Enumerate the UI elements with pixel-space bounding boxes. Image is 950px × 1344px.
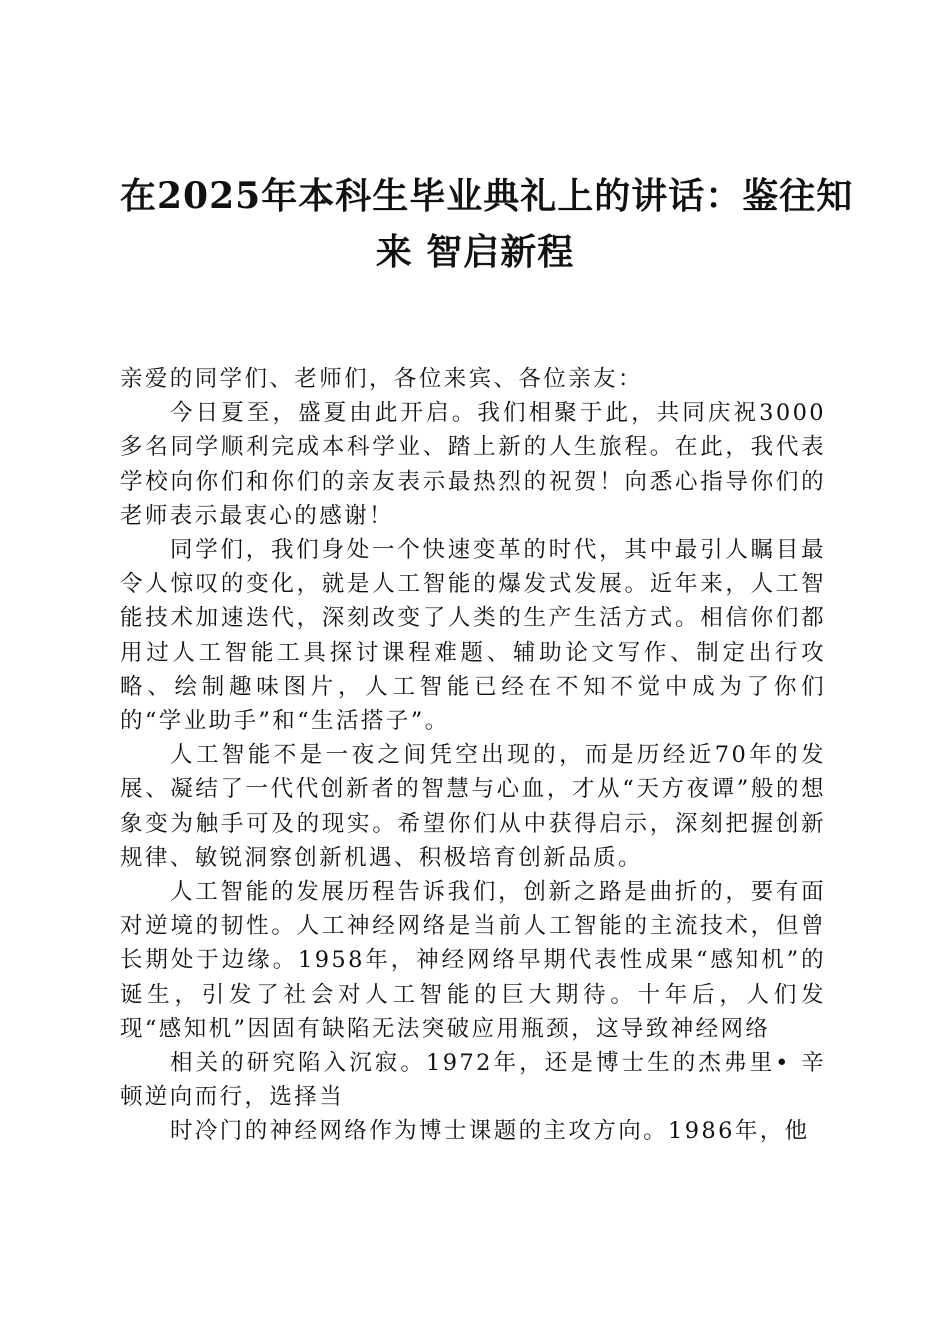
document-body — [120, 362, 826, 1149]
paragraph-4: 人工智能的发展历程告诉我们，创新之路是曲折的，要有面对逆境的韧性。人工神经网络是当前人工智能的主流技术，但曾长期处于边缘。1958年，神经网络早期代表性成果“感知机”的诞生，引发了社会对人工智能的巨大期待。十年后，人们发现“感知机”因固有缺陷无法突破应用瓶颈，这导致神经网络 — [120, 879, 826, 1042]
document-title — [120, 168, 854, 280]
paragraph-1: 今日夏至，盛夏由此开启。我们相聚于此，共同庆祝3000多名同学顺利完成本科学业、踏上新的人生旅程。在此，我代表学校向你们和你们的亲友表示最热烈的祝贺！向悉心指导你们的老师表示最衷心的感谢！ — [120, 400, 826, 529]
paragraph-6: 时冷门的神经网络作为博士课题的主攻方向。1986年，他 — [170, 1118, 810, 1145]
title-line-1: 在2025年本科生毕业典礼上的讲话：鉴往知 — [120, 175, 854, 217]
salutation: 亲爱的同学们、老师们，各位来宾、各位亲友： — [120, 366, 643, 392]
paragraph-2: 同学们，我们身处一个快速变革的时代，其中最引人瞩目最令人惊叹的变化，就是人工智能的爆发式发展。近年来，人工智能技术加速迭代，深刻改变了人类的生产生活方式。相信你们都用过人工智能工具探讨课程难题、辅助论文写作、制定出行攻略、绘制趣味图片，人工智能已经在不知不觉中成为了你们的“学业助手”和“生活搭子”。 — [120, 537, 826, 735]
paragraph-3: 人工智能不是一夜之间凭空出现的，而是历经近70年的发展、凝结了一代代创新者的智慧与心血，才从“天方夜谭”般的想象变为触手可及的现实。希望你们从中获得启示，深刻把握创新规律、敏锐洞察创新机遇、积极培育创新品质。 — [120, 742, 826, 871]
paragraph-5: 相关的研究陷入沉寂。1972年，还是博士生的杰弗里• 辛顿逆向而行，选择当 — [120, 1050, 826, 1111]
title-line-2: 来 智启新程 — [375, 231, 575, 273]
